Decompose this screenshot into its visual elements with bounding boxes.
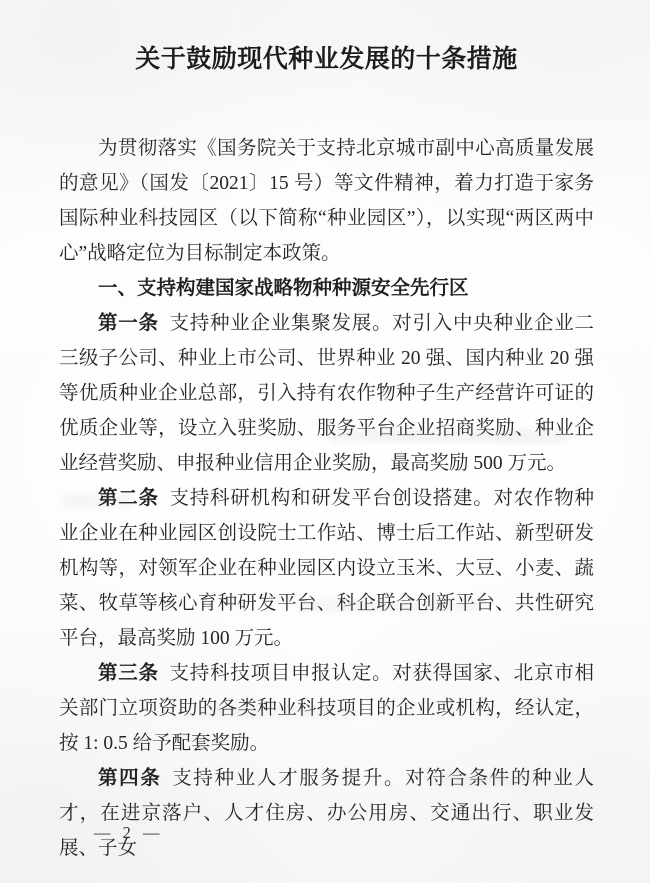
document-title: 关于鼓励现代种业发展的十条措施 bbox=[135, 46, 518, 73]
document-body bbox=[59, 131, 594, 866]
article-2-lead: 第二条 bbox=[98, 488, 159, 509]
article-4-lead: 第四条 bbox=[98, 768, 162, 789]
article-3-paragraph bbox=[59, 656, 594, 761]
article-3-text: 支持科技项目申报认定。对获得国家、北京市相关部门立项资助的各类种业科技项目的企业或机构，经认定，按 1: 0.5 给予配套奖励。 bbox=[59, 663, 594, 754]
article-1-text: 支持种业企业集聚发展。对引入中央种业企业二三级子公司、种业上市公司、世界种业 20 强、国内种业 20 强等优质种业企业总部，引入持有农作物种子生产经营许可证的优质企业等，设立入驻奖励、服务平台企业招商奖励、种业企业经营奖励、申报种业信用企业奖励，最高奖励 500 万元。 bbox=[59, 313, 594, 474]
article-1-paragraph bbox=[59, 306, 594, 481]
article-4-text: 支持种业人才服务提升。对符合条件的种业人才，在进京落户、人才住房、办公用房、交通出行、职业发展、子女 bbox=[59, 768, 594, 859]
document-content bbox=[59, 30, 594, 866]
section-heading-1: 一、支持构建国家战略物种种源安全先行区 bbox=[98, 278, 469, 299]
page-number: — 2 — bbox=[94, 823, 164, 842]
intro-paragraph: 为贯彻落实《国务院关于支持北京城市副中心高质量发展的意见》（国发〔2021〕15 号）等文件精神，着力打造于家务国际种业科技园区（以下简称“种业园区”），以实现“两区两中心”战略定位为目标制定本政策。 bbox=[59, 138, 594, 264]
article-4-paragraph bbox=[59, 761, 594, 866]
article-2-paragraph bbox=[59, 481, 594, 656]
article-1-lead: 第一条 bbox=[98, 313, 159, 334]
article-2-text: 支持科研机构和研发平台创设搭建。对农作物种业企业在种业园区创设院士工作站、博士后工作站、新型研发机构等，对领军企业在种业园区内设立玉米、大豆、小麦、蔬菜、牧草等核心育种研发平台、科企联合创新平台、共性研究平台，最高奖励 100 万元。 bbox=[59, 488, 594, 649]
article-3-lead: 第三条 bbox=[98, 663, 159, 684]
